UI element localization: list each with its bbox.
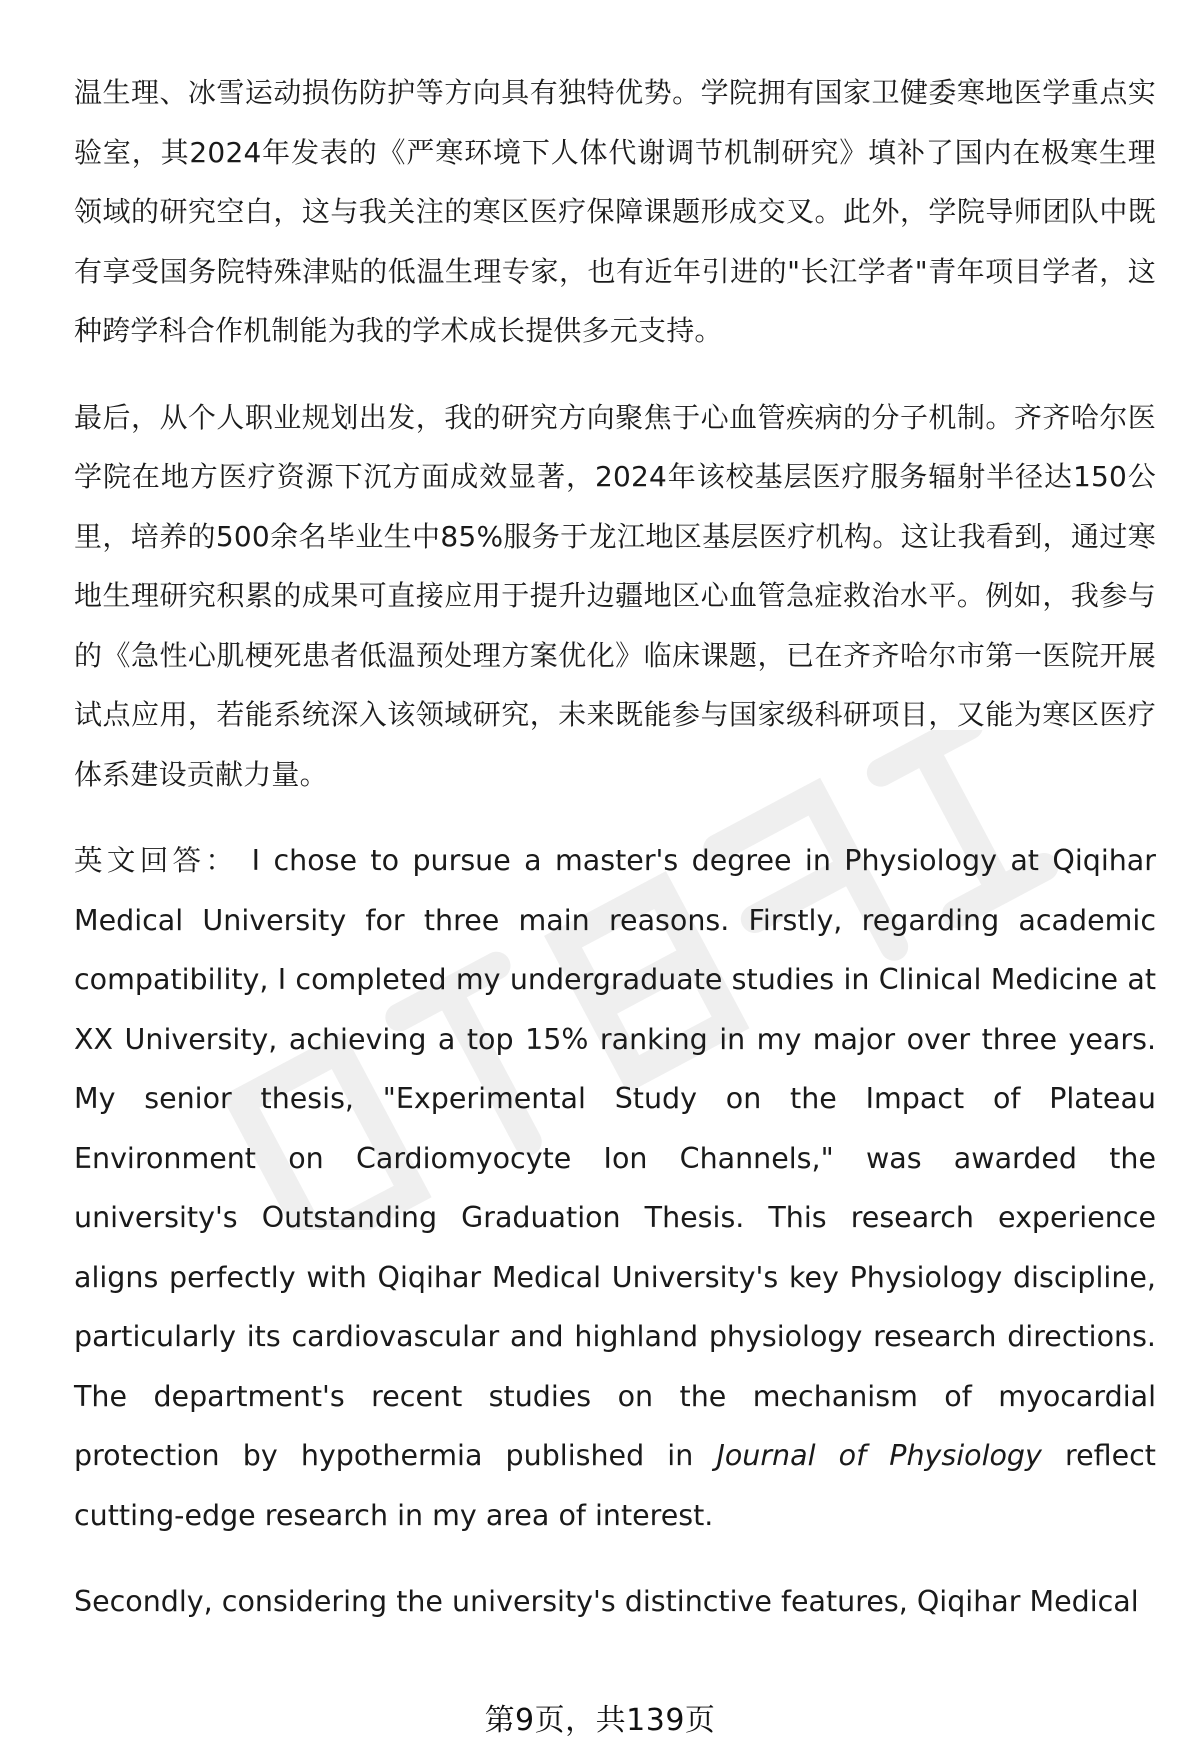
english-answer-text: I chose to pursue a master's degree in Physiology at Qiqihar Medical University for three main reasons. Firstly, regarding academic compatibility, I completed my undergraduate studies in Clinical Medicine at XX University, achieving a top 15% ranking in my major over three years. My senior thesis, "Experimental Study on the Impact of Plateau Environment on Cardiomyocyte Ion Channels," was awarded the university's Outstanding Graduation Thesis. This research experience aligns perfectly with Qiqihar Medical University's key Physiology discipline, particularly its cardiovascular and highland physiology research directions. The department's recent studies on the mechanism of myocardial protection by hypothermia published in — [74, 844, 1156, 1472]
paragraph-last: Secondly, considering the university's distinctive features, Qiqihar Medical — [74, 1585, 1139, 1618]
journal-title: Journal of Physiology — [716, 1439, 1042, 1472]
paragraph-2: 最后，从个人职业规划出发，我的研究方向聚焦于心血管疾病的分子机制。齐齐哈尔医学院在地方医疗资源下沉方面成效显著，2024年该校基层医疗服务辐射半径达150公里，培养的500余名毕业生中85%服务于龙江地区基层医疗机构。这让我看到，通过寒地生理研究积累的成果可直接应用于提升边疆地区心血管急症救治水平。例如，我参与的《急性心肌梗死患者低温预处理方案优化》临床课题，已在齐齐哈尔市第一医院开展试点应用，若能系统深入该领域研究，未来既能参与国家级科研项目，又能为寒区医疗体系建设贡献力量。 — [74, 400, 1156, 791]
document-body — [74, 63, 1156, 1659]
english-answer-text-end: reflect cutting-edge research in my area of interest. — [74, 1439, 1156, 1532]
english-answer-prefix: 英文回答： — [74, 844, 239, 877]
paragraph-1: 温生理、冰雪运动损伤防护等方向具有独特优势。学院拥有国家卫健委寒地医学重点实验室，其2024年发表的《严寒环境下人体代谢调节机制研究》填补了国内在极寒生理领域的研究空白，这与我关注的寒区医疗保障课题形成交叉。此外，学院导师团队中既有享受国务院特殊津贴的低温生理专家，也有近年引进的"长江学者"青年项目学者，这种跨学科合作机制能为我的学术成长提供多元支持。 — [74, 76, 1156, 347]
page-number-footer: 第9页，共139页 — [484, 1703, 716, 1738]
english-answer-paragraph — [74, 831, 1156, 1545]
